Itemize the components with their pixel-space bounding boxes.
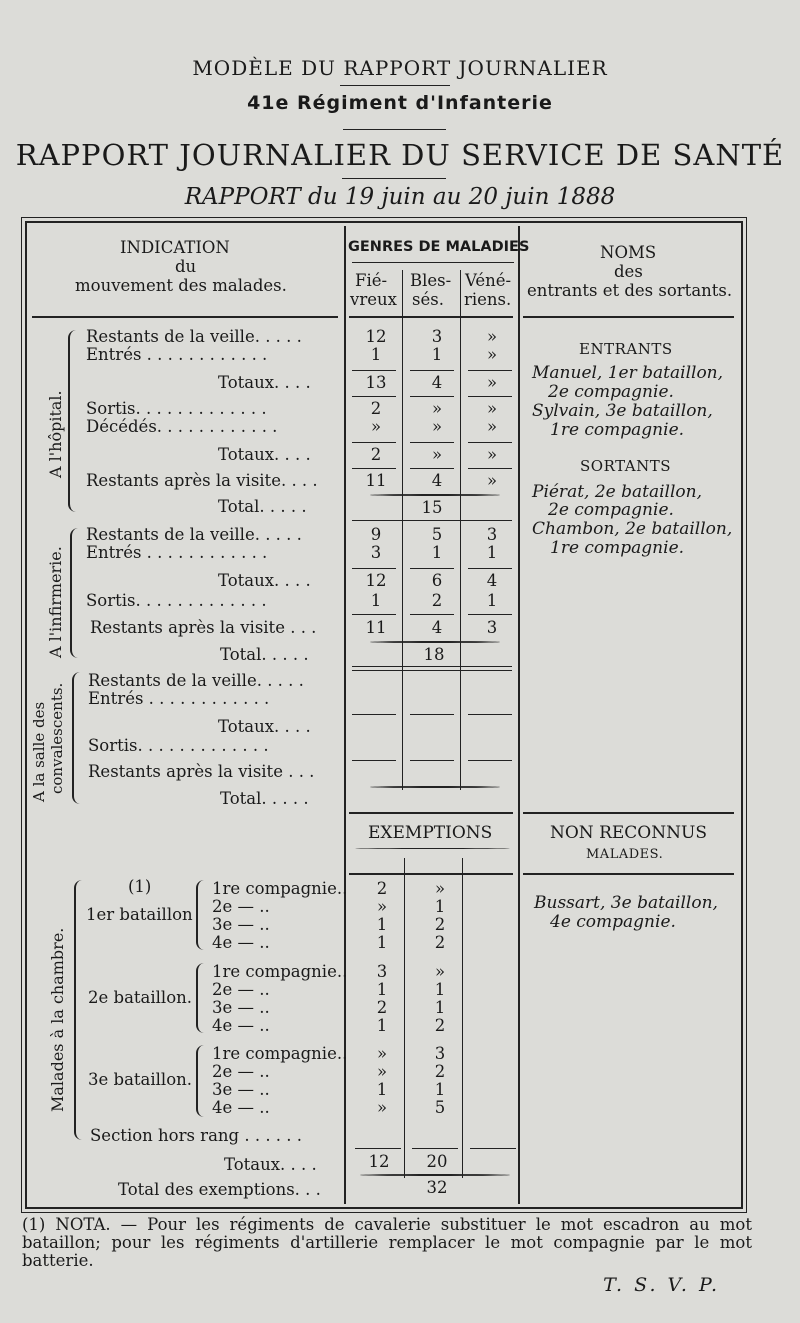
cell-total: 15 xyxy=(421,498,443,517)
cell-exemption-b: 2 xyxy=(434,915,446,934)
row-label: Restants après la visite . . . xyxy=(88,762,315,781)
row-label: Total. . . . . xyxy=(220,645,309,664)
entrant-name: 2e compagnie. xyxy=(548,382,674,402)
cell-fievreux: 1 xyxy=(370,345,382,364)
section-rule xyxy=(523,873,734,875)
cell-exemption-b: 2 xyxy=(434,1062,446,1081)
brace xyxy=(196,880,204,950)
cell-veneriens: 3 xyxy=(486,525,498,544)
row-label: Entrés . . . . . . . . . . . . xyxy=(86,345,268,364)
sum-rule xyxy=(410,468,454,469)
total-brace xyxy=(370,786,500,788)
report-period: RAPPORT du 19 juin au 20 juin 1888 xyxy=(184,184,616,210)
cell-veneriens: 4 xyxy=(486,571,498,590)
cell-exemption-b: 2 xyxy=(434,933,446,952)
cell-totaux-a: 12 xyxy=(368,1152,390,1171)
header-blesses-2: sés. xyxy=(412,290,444,309)
sum-rule xyxy=(468,370,512,371)
row-label: Restants de la veille. . . . . xyxy=(88,671,304,690)
brace xyxy=(196,963,204,1033)
compagnie-label: 1re compagnie.. xyxy=(212,1044,348,1063)
cell-exemption-b: 1 xyxy=(434,980,446,999)
cell-fievreux: » xyxy=(370,417,382,436)
section-label-hopital: A l'hôpital. xyxy=(46,390,65,478)
row-label: Entrés . . . . . . . . . . . . xyxy=(88,689,270,708)
row-label: Restants de la veille. . . . . xyxy=(86,525,302,544)
sum-rule xyxy=(352,370,396,371)
non-reconnus-subtitle: MALADES. xyxy=(586,847,664,862)
divider xyxy=(342,178,446,179)
cell-veneriens: » xyxy=(486,399,498,418)
sum-rule xyxy=(410,442,454,443)
compagnie-label: 4e — .. xyxy=(212,1016,270,1035)
cell-exemption-a: » xyxy=(376,1044,388,1063)
cell-total-exemptions: 32 xyxy=(426,1178,448,1197)
cell-exemption-b: 3 xyxy=(434,1044,446,1063)
row-label: Restants après la visite . . . xyxy=(90,618,317,637)
section-label-chambre: Malades à la chambre. xyxy=(48,927,67,1112)
total-brace xyxy=(360,1174,510,1176)
brace xyxy=(74,880,82,1140)
cell-exemption-a: 1 xyxy=(376,915,388,934)
section-rule xyxy=(352,670,512,671)
column-rule xyxy=(462,858,463,1178)
row-label: Total. . . . . xyxy=(218,497,307,516)
cell-fievreux: 3 xyxy=(370,543,382,562)
brace xyxy=(68,330,76,512)
section-rule xyxy=(349,873,513,875)
cell-exemption-a: 1 xyxy=(376,933,388,952)
total-exemptions-label: Total des exemptions. . . xyxy=(118,1180,321,1199)
bataillon-label: 1er bataillon xyxy=(86,905,193,924)
compagnie-label: 3e — .. xyxy=(212,1080,270,1099)
cell-exemption-b: 1 xyxy=(434,897,446,916)
sum-rule xyxy=(468,568,512,569)
sum-rule xyxy=(352,396,396,397)
header-fievreux-2: vreux xyxy=(350,290,397,309)
cell-blesses: 4 xyxy=(431,471,443,490)
sum-rule xyxy=(468,760,512,761)
cell-blesses: 5 xyxy=(431,525,443,544)
cell-blesses: 2 xyxy=(431,591,443,610)
cell-veneriens: » xyxy=(486,373,498,392)
cell-fievreux: 2 xyxy=(370,445,382,464)
entrant-name: Sylvain, 3e bataillon, xyxy=(532,401,713,421)
sum-rule xyxy=(410,568,454,569)
sum-rule xyxy=(468,396,512,397)
compagnie-label: 2e — .. xyxy=(212,980,270,999)
cell-exemption-b: » xyxy=(434,962,446,981)
tsvp: T. S. V. P. xyxy=(603,1274,720,1296)
divider xyxy=(352,262,514,263)
header-blesses-1: Bles- xyxy=(410,271,452,290)
cell-fievreux: 11 xyxy=(365,471,387,490)
cell-totaux-b: 20 xyxy=(426,1152,448,1171)
section-rule xyxy=(349,812,513,814)
row-label: Restants de la veille. . . . . xyxy=(86,327,302,346)
cell-veneriens: 1 xyxy=(486,591,498,610)
compagnie-label: 1re compagnie.. xyxy=(212,879,348,898)
compagnie-label: 2e — .. xyxy=(212,1062,270,1081)
cell-fievreux: 9 xyxy=(370,525,382,544)
column-rule xyxy=(404,858,405,1178)
cell-veneriens: 3 xyxy=(486,618,498,637)
exemptions-title: EXEMPTIONS xyxy=(368,823,493,843)
header-noms: NOMS xyxy=(600,243,657,262)
header-indication: INDICATION xyxy=(120,238,230,257)
header-des: des xyxy=(614,262,643,281)
cell-veneriens: » xyxy=(486,345,498,364)
cell-exemption-a: » xyxy=(376,1098,388,1117)
row-label: Sortis. . . . . . . . . . . . . xyxy=(86,399,267,418)
compagnie-label: 4e — .. xyxy=(212,1098,270,1117)
main-title: RAPPORT JOURNALIER DU SERVICE DE SANTÉ xyxy=(15,138,785,172)
section-label-convalescents-1: A la salle des xyxy=(30,701,48,802)
cell-exemption-b: » xyxy=(434,879,446,898)
row-label: Sortis. . . . . . . . . . . . . xyxy=(86,591,267,610)
section-label-convalescents-2: convalescents. xyxy=(48,682,66,794)
header-veneriens-1: Véné- xyxy=(465,271,512,290)
cell-exemption-b: 2 xyxy=(434,1016,446,1035)
sum-rule xyxy=(412,1148,458,1149)
section-hors-rang: Section hors rang . . . . . . xyxy=(90,1126,303,1145)
row-label: Sortis. . . . . . . . . . . . . xyxy=(88,736,269,755)
cell-veneriens: » xyxy=(486,327,498,346)
sortant-name: 1re compagnie. xyxy=(550,538,685,558)
sum-rule xyxy=(470,1148,516,1149)
header-veneriens-2: riens. xyxy=(464,290,512,309)
cell-blesses: » xyxy=(431,417,443,436)
cell-exemption-a: 1 xyxy=(376,1016,388,1035)
total-brace xyxy=(370,494,500,496)
header-rule xyxy=(523,316,734,318)
column-rule xyxy=(402,270,403,790)
sum-rule xyxy=(410,370,454,371)
row-label: Total. . . . . xyxy=(220,789,309,808)
section-rule xyxy=(352,520,512,521)
cell-blesses: » xyxy=(431,399,443,418)
cell-veneriens: » xyxy=(486,471,498,490)
compagnie-label: 3e — .. xyxy=(212,915,270,934)
cell-exemption-a: » xyxy=(376,897,388,916)
column-rule xyxy=(518,226,520,1204)
header-entrants-sortants: entrants et des sortants. xyxy=(527,281,733,300)
brace xyxy=(70,528,78,658)
section-label-infirmerie: A l'infirmerie. xyxy=(46,546,65,658)
sum-rule xyxy=(355,1148,401,1149)
model-title: MODÈLE DU RAPPORT JOURNALIER xyxy=(192,56,608,80)
section-rule xyxy=(523,812,734,814)
regiment-title: 41e Régiment d'Infanterie xyxy=(247,92,553,114)
sortants-title: SORTANTS xyxy=(580,457,672,475)
footnote: (1) NOTA. — Pour les régiments de cavalerie substituer le mot escadron au mot bataillon; pour les régiments d'artillerie remplacer le mot compagnie par le mot batterie. xyxy=(22,1215,752,1270)
cell-blesses: » xyxy=(431,445,443,464)
entrant-name: 1re compagnie. xyxy=(550,420,685,440)
divider xyxy=(340,85,450,86)
row-label: Restants après la visite. . . . xyxy=(86,471,318,490)
section-rule xyxy=(352,666,512,667)
cell-exemption-a: 1 xyxy=(376,980,388,999)
sum-rule xyxy=(352,714,396,715)
cell-blesses: 6 xyxy=(431,571,443,590)
divider xyxy=(343,129,446,130)
non-reconnu-name: 4e compagnie. xyxy=(550,912,676,932)
note-reference: (1) xyxy=(128,877,152,896)
sum-rule xyxy=(410,614,454,615)
brace xyxy=(72,672,80,804)
cell-fievreux: 12 xyxy=(365,327,387,346)
sum-rule xyxy=(352,760,396,761)
cell-fievreux: 13 xyxy=(365,373,387,392)
total-brace xyxy=(370,641,500,643)
cell-exemption-b: 1 xyxy=(434,998,446,1017)
row-label: Décédés. . . . . . . . . . . . xyxy=(86,417,278,436)
sum-rule xyxy=(352,614,396,615)
entrants-title: ENTRANTS xyxy=(579,340,673,358)
header-du: du xyxy=(175,257,197,276)
sum-rule xyxy=(410,760,454,761)
sum-rule xyxy=(352,442,396,443)
sortant-name: Piérat, 2e bataillon, xyxy=(532,482,702,502)
cell-exemption-a: » xyxy=(376,1062,388,1081)
divider xyxy=(355,848,510,849)
cell-exemption-b: 5 xyxy=(434,1098,446,1117)
sortant-name: 2e compagnie. xyxy=(548,500,674,520)
cell-exemption-a: 2 xyxy=(376,998,388,1017)
row-label: Totaux. . . . xyxy=(218,717,311,736)
cell-exemption-a: 1 xyxy=(376,1080,388,1099)
sum-rule xyxy=(468,442,512,443)
sum-rule xyxy=(410,396,454,397)
cell-blesses: 4 xyxy=(431,618,443,637)
cell-veneriens: 1 xyxy=(486,543,498,562)
row-label: Totaux. . . . xyxy=(218,445,311,464)
cell-veneriens: » xyxy=(486,417,498,436)
header-rule xyxy=(32,316,338,318)
exemptions-totaux-label: Totaux. . . . xyxy=(224,1155,317,1174)
non-reconnu-name: Bussart, 3e bataillon, xyxy=(534,893,718,913)
header-fievreux-1: Fié- xyxy=(355,271,388,290)
sum-rule xyxy=(410,714,454,715)
row-label: Entrés . . . . . . . . . . . . xyxy=(86,543,268,562)
cell-fievreux: 1 xyxy=(370,591,382,610)
cell-veneriens: » xyxy=(486,445,498,464)
cell-fievreux: 11 xyxy=(365,618,387,637)
header-rule xyxy=(349,316,513,318)
sum-rule xyxy=(352,568,396,569)
cell-blesses: 4 xyxy=(431,373,443,392)
cell-fievreux: 2 xyxy=(370,399,382,418)
sum-rule xyxy=(352,468,396,469)
sortant-name: Chambon, 2e bataillon, xyxy=(532,519,733,539)
cell-exemption-a: 2 xyxy=(376,879,388,898)
compagnie-label: 3e — .. xyxy=(212,998,270,1017)
cell-exemption-a: 3 xyxy=(376,962,388,981)
compagnie-label: 4e — .. xyxy=(212,933,270,952)
compagnie-label: 1re compagnie.. xyxy=(212,962,348,981)
cell-blesses: 3 xyxy=(431,327,443,346)
header-mouvement: mouvement des malades. xyxy=(75,276,287,295)
column-rule xyxy=(460,270,461,790)
cell-blesses: 1 xyxy=(431,345,443,364)
entrant-name: Manuel, 1er bataillon, xyxy=(532,363,724,383)
header-genres: GENRES DE MALADIES xyxy=(348,239,530,255)
compagnie-label: 2e — .. xyxy=(212,897,270,916)
row-label: Totaux. . . . xyxy=(218,571,311,590)
row-label: Totaux. . . . xyxy=(218,373,311,392)
bataillon-label: 2e bataillon. xyxy=(88,988,193,1007)
cell-exemption-b: 1 xyxy=(434,1080,446,1099)
brace xyxy=(196,1045,204,1117)
bataillon-label: 3e bataillon. xyxy=(88,1070,193,1089)
sum-rule xyxy=(468,614,512,615)
cell-blesses: 1 xyxy=(431,543,443,562)
cell-fievreux: 12 xyxy=(365,571,387,590)
non-reconnus-title: NON RECONNUS xyxy=(550,823,707,843)
sum-rule xyxy=(468,468,512,469)
cell-total: 18 xyxy=(423,645,445,664)
sum-rule xyxy=(468,714,512,715)
